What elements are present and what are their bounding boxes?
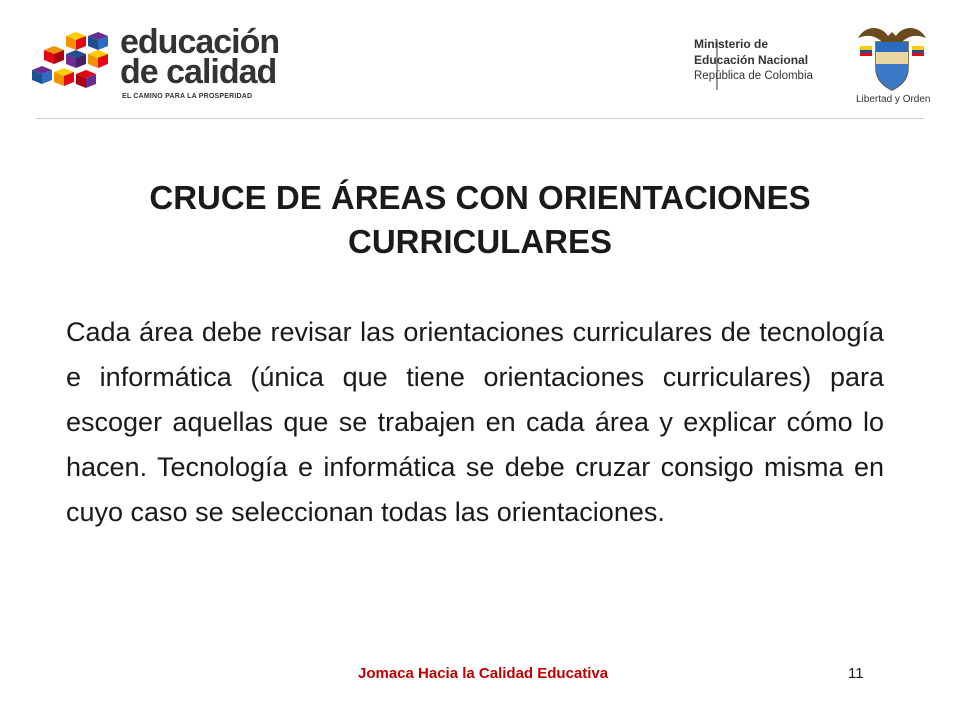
logo-wordmark-line2: de calidad bbox=[120, 53, 277, 91]
header-divider bbox=[36, 118, 924, 119]
slide-title: CRUCE DE ÁREAS CON ORIENTACIONES CURRICULARES bbox=[149, 179, 811, 260]
educacion-de-calidad-logo bbox=[30, 24, 280, 104]
slide-header bbox=[0, 0, 960, 118]
logo-tagline: EL CAMINO PARA LA PROSPERIDAD bbox=[122, 93, 253, 100]
page-number: 11 bbox=[848, 665, 864, 682]
ministry-line3: República de Colombia bbox=[694, 70, 813, 82]
ministry-line1: Ministerio de bbox=[694, 37, 769, 51]
logo-wordmark-line1: educación bbox=[120, 23, 280, 61]
coat-of-arms-icon bbox=[852, 20, 932, 92]
cubes-logo-icon bbox=[30, 30, 116, 94]
motto-text: Libertad y Orden bbox=[856, 94, 931, 105]
footer-text: Jomaca Hacia la Calidad Educativa bbox=[358, 665, 609, 682]
ministry-line2: Educación Nacional bbox=[694, 53, 809, 67]
ministry-label bbox=[694, 36, 844, 84]
slide-body-text: Cada área debe revisar las orientaciones curriculares de tecnología e informática (única que tiene orientaciones curriculares) para escoger aquellas que se trabajen en cada área y explicar cómo lo hacen. Tecnología e informática se debe cruzar consigo misma en cuyo caso se seleccionan todas las orientaciones. bbox=[66, 317, 884, 527]
